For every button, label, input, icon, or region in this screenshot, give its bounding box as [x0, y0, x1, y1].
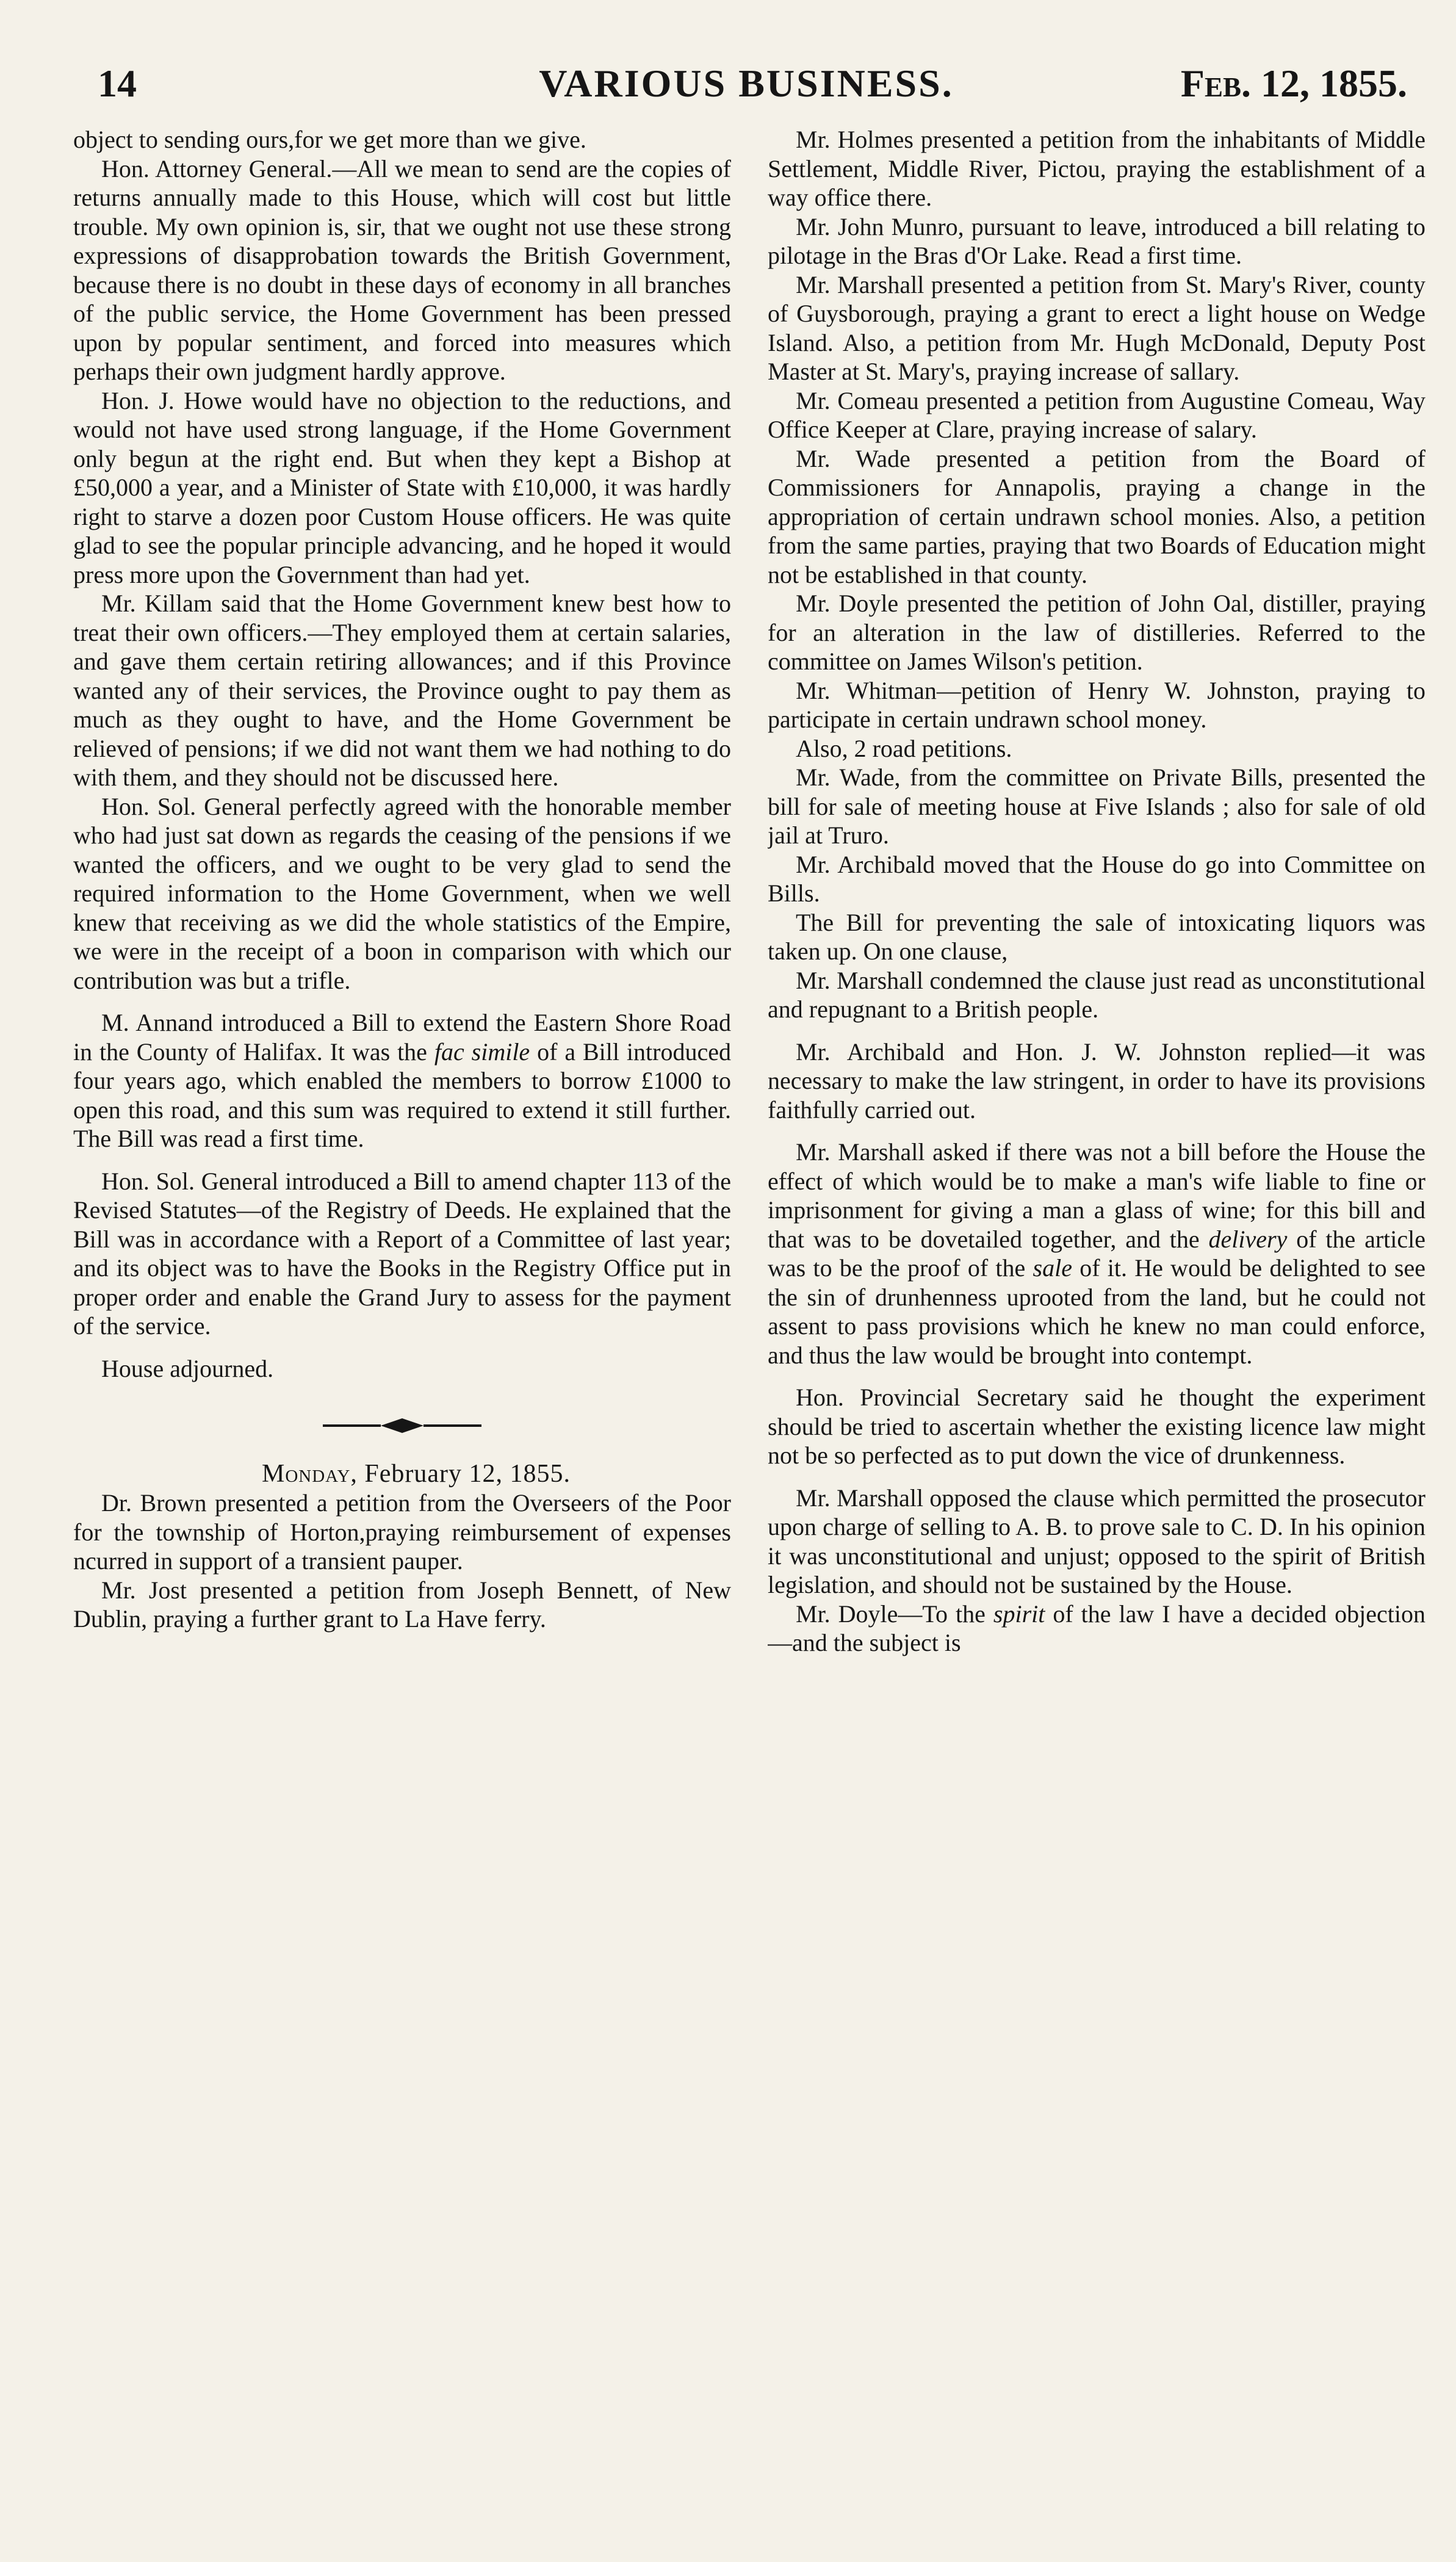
header-date: Feb. 12, 1855.	[1180, 62, 1407, 105]
italic-text: fac simile	[434, 1037, 530, 1066]
paragraph: Mr. Marshall opposed the clause which permitted the prosecutor upon charge of selling to A. B. to prove sale to C. D. In his opinion it was unconstitutional and unjust; opposed to the spirit of British legislation, and should not be sustained by the House.	[768, 1484, 1425, 1598]
section-heading: Monday, February 12, 1855.	[261, 1459, 571, 1488]
paragraph: Hon. J. Howe would have no objection to the reductions, and would not have used strong language, if the Home Government only begun at the right end. But when they kept a Bishop at £50,000 a year, and a Minister of State with £10,000, it was hardly right to starve a dozen poor Custom House officers. He was quite glad to see the popular principle advancing, and he hoped it would press more upon the Government than had yet.	[73, 386, 731, 588]
paragraph: Hon. Provincial Secretary said he thought the experiment should be tried to ascertain whether the existing licence law might not be so perfected as to put down the vice of drunkenness.	[768, 1384, 1425, 1469]
running-title: VARIOUS BUSINESS.	[539, 62, 954, 105]
italic-text: spirit	[993, 1600, 1045, 1628]
paragraph: Mr. Killam said that the Home Government knew best how to treat their own officers.—They employed them at certain salaries, and gave them certain retiring allowances; and if this Province wanted any of their services, the Province ought to pay them as much as they ought to have, and the Home Government be relieved of pensions; if we did not want them we had nothing to do with them, and they should not be discussed here.	[73, 590, 731, 791]
paragraph: Mr. Wade, from the committee on Private Bills, presented the bill for sale of meeting house at Five Islands ; also for sale of old jail at Truro.	[768, 763, 1425, 849]
paragraph: Mr. Comeau presented a petition from Augustine Comeau, Way Office Keeper at Clare, praying increase of salary.	[768, 386, 1425, 443]
paragraph: The Bill for preventing the sale of intoxicating liquors was taken up. On one clause,	[768, 908, 1425, 965]
paragraph: Mr. Doyle—To the spirit of the law I have a decided objection—and the subject is	[768, 1600, 1425, 1656]
paragraph: Mr. Holmes presented a petition from the inhabitants of Middle Settlement, Middle River, Pictou, praying the establishment of a way office there.	[768, 126, 1425, 211]
section-divider-ornament	[73, 1412, 731, 1442]
paragraph: Hon. Attorney General.—All we mean to send are the copies of returns annually made to this House, which will cost but little trouble. My own opinion is, sir, that we ought not use these strong expressions of disapprobation towards the British Government, because there is no doubt in these days of economy in all branches of the public service, the Home Government has been pressed upon by popular sentiment, and forced into measures which perhaps their own judgment hardly approve.	[73, 154, 731, 385]
page-header	[73, 55, 1419, 128]
paragraph: object to sending ours,for we get more than we give.	[73, 126, 586, 153]
paragraph: Mr. Archibald and Hon. J. W. Johnston replied—it was necessary to make the law stringent, in order to have its provisions faithfully carried out.	[768, 1037, 1425, 1124]
paragraph: Mr. Marshall asked if there was not a bill before the House the effect of which would be to make a man's wife liable to fine or imprisonment for giving a man a glass of wine; for this bill and that was to be dovetailed together, and the delivery of the article was to be the proof of the sale of it. He would be delighted to see the sin of drunhenness uprooted from the land, but he could not assent to pass provisions which he knew no man could enforce, and thus the law would be brought into contempt.	[768, 1138, 1425, 1369]
italic-text: delivery	[1208, 1225, 1288, 1253]
paragraph: Mr. Marshall condemned the clause just read as unconstitutional and repugnant to a British people.	[768, 966, 1425, 1023]
paragraph: Also, 2 road petitions.	[796, 734, 1012, 762]
paragraph: Hon. Sol. General introduced a Bill to amend chapter 113 of the Revised Statutes—of the Registry of Deeds. He explained that the Bill was in accordance with a Report of a Committee of last year; and its object was to have the Books in the Registry Office put in proper order and enable the Grand Jury to assess for the payment of the service.	[73, 1167, 731, 1340]
paragraph: Mr. Jost presented a petition from Joseph Bennett, of New Dublin, praying a further grant to La Have ferry.	[73, 1576, 731, 1633]
left-column	[73, 125, 731, 2562]
ornament-icon	[323, 1416, 481, 1435]
text-columns	[73, 125, 1425, 2562]
paragraph: Mr. John Munro, pursuant to leave, introduced a bill relating to pilotage in the Bras d'Or Lake. Read a first time.	[768, 212, 1425, 269]
paragraph: M. Annand introduced a Bill to extend the Eastern Shore Road in the County of Halifax. It was the fac simile of a Bill introduced four years ago, which enabled the members to borrow £1000 to open this road, and this sum was required to extend it still further. The Bill was read a first time.	[73, 1009, 731, 1152]
page-number: 14	[98, 62, 137, 105]
paragraph: Hon. Sol. General perfectly agreed with the honorable member who had just sat down as regards the ceasing of the pensions if we wanted the officers, and we ought to be very glad to send the required information to the Home Government, when we well knew that receiving as we did the whole statistics of the Empire, we were in the receipt of a boon in comparison with which our contribution was but a trifle.	[73, 792, 731, 994]
paragraph: Mr. Whitman—petition of Henry W. Johnston, praying to participate in certain undrawn school money.	[768, 676, 1425, 733]
right-column	[768, 125, 1425, 2562]
paragraph: Dr. Brown presented a petition from the Overseers of the Poor for the township of Horton,praying reimbursement of expenses ncurred in support of a transient pauper.	[73, 1489, 731, 1575]
paragraph: Mr. Archibald moved that the House do go into Committee on Bills.	[768, 850, 1425, 907]
paragraph: House adjourned.	[101, 1354, 274, 1382]
paragraph: Mr. Wade presented a petition from the Board of Commissioners for Annapolis, praying a change in the appropriation of certain undrawn school monies. Also, a petition from the same parties, praying that two Boards of Education might not be established in that county.	[768, 444, 1425, 588]
italic-text: sale	[1033, 1254, 1072, 1282]
paragraph: Mr. Doyle presented the petition of John Oal, distiller, praying for an alteration in the law of distilleries. Referred to the committee on James Wilson's petition.	[768, 590, 1425, 675]
paragraph: Mr. Marshall presented a petition from St. Mary's River, county of Guysborough, praying a grant to erect a light house on Wedge Island. Also, a petition from Mr. Hugh McDonald, Deputy Post Master at St. Mary's, praying increase of sallary.	[768, 270, 1425, 385]
